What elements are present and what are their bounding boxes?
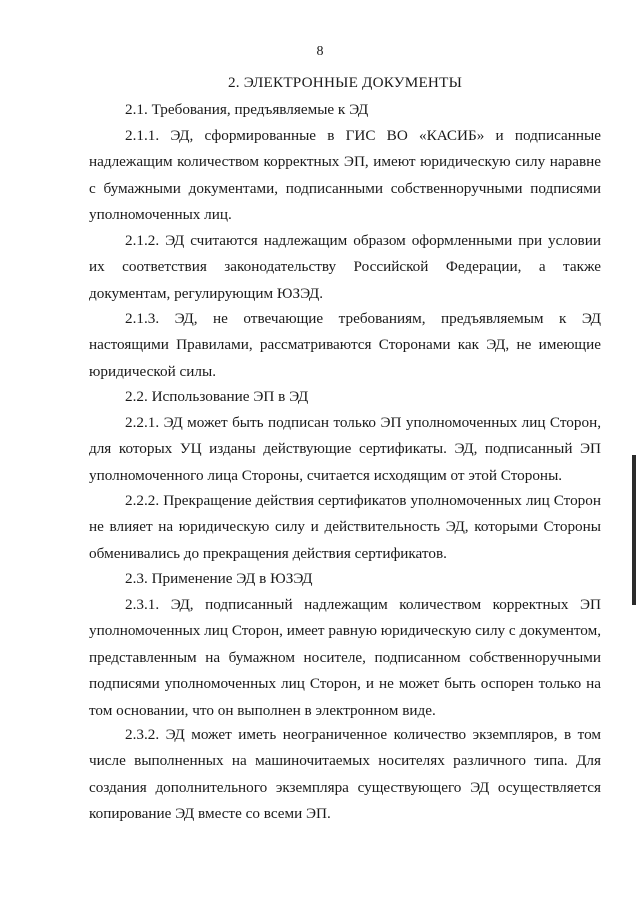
paragraph-2-1-3: 2.1.3. ЭД, не отвечающие требованиям, предъявляемым к ЭД настоящими Правилами, рассматриваются Сторонами как ЭД, не имеющие юридической силы. <box>89 310 601 380</box>
paragraph-2-1-1: 2.1.1. ЭД, сформированные в ГИС ВО «КАСИБ» и подписанные надлежащим количеством корректных ЭП, имеют юридическую силу наравне с бумажными документами, подписанными собственноручными подписями уполномоченных лиц. <box>89 127 601 224</box>
paragraph-2-3-2: 2.3.2. ЭД может иметь неограниченное количество экземпляров, в том числе выполненных на машиночитаемых носителях различного типа. Для создания дополнительного экземпляра существующего ЭД осуществляется копирование ЭД вместе со всеми ЭП. <box>89 726 601 823</box>
paragraph-2-1-2: 2.1.2. ЭД считаются надлежащим образом оформленными при условии их соответствия законодательству Российской Федерации, а также документам, регулирующим ЮЗЭД. <box>89 232 601 302</box>
subsection-heading-2-2: 2.2. Использование ЭП в ЭД <box>125 388 309 405</box>
subsection-heading-2-3: 2.3. Применение ЭД в ЮЗЭД <box>125 570 313 587</box>
section-title: 2. ЭЛЕКТРОННЫЕ ДОКУМЕНТЫ <box>227 74 463 91</box>
page-number: 8 <box>316 44 324 59</box>
paragraph-2-2-2: 2.2.2. Прекращение действия сертификатов уполномоченных лиц Сторон не влияет на юридическую силу и действительность ЭД, которыми Стороны обменивались до прекращения действия сертификатов. <box>89 492 601 562</box>
paragraph-2-3-1: 2.3.1. ЭД, подписанный надлежащим количеством корректных ЭП уполномоченных лиц Сторон, имеет равную юридическую силу с документом, представленным на бумажном носителе, подписанном собственноручными подписями уполномоченных лиц Сторон, и не может быть оспорен только на том основании, что он выполнен в электронном виде. <box>89 596 601 719</box>
paragraph-2-2-1: 2.2.1. ЭД может быть подписан только ЭП уполномоченных лиц Сторон, для которых УЦ изданы действующие сертификаты. ЭД, подписанный ЭП уполномоченного лица Стороны, считается исходящим от этой Стороны. <box>89 414 601 484</box>
scan-edge-mark <box>632 455 636 605</box>
subsection-heading-2-1: 2.1. Требования, предъявляемые к ЭД <box>125 101 369 118</box>
